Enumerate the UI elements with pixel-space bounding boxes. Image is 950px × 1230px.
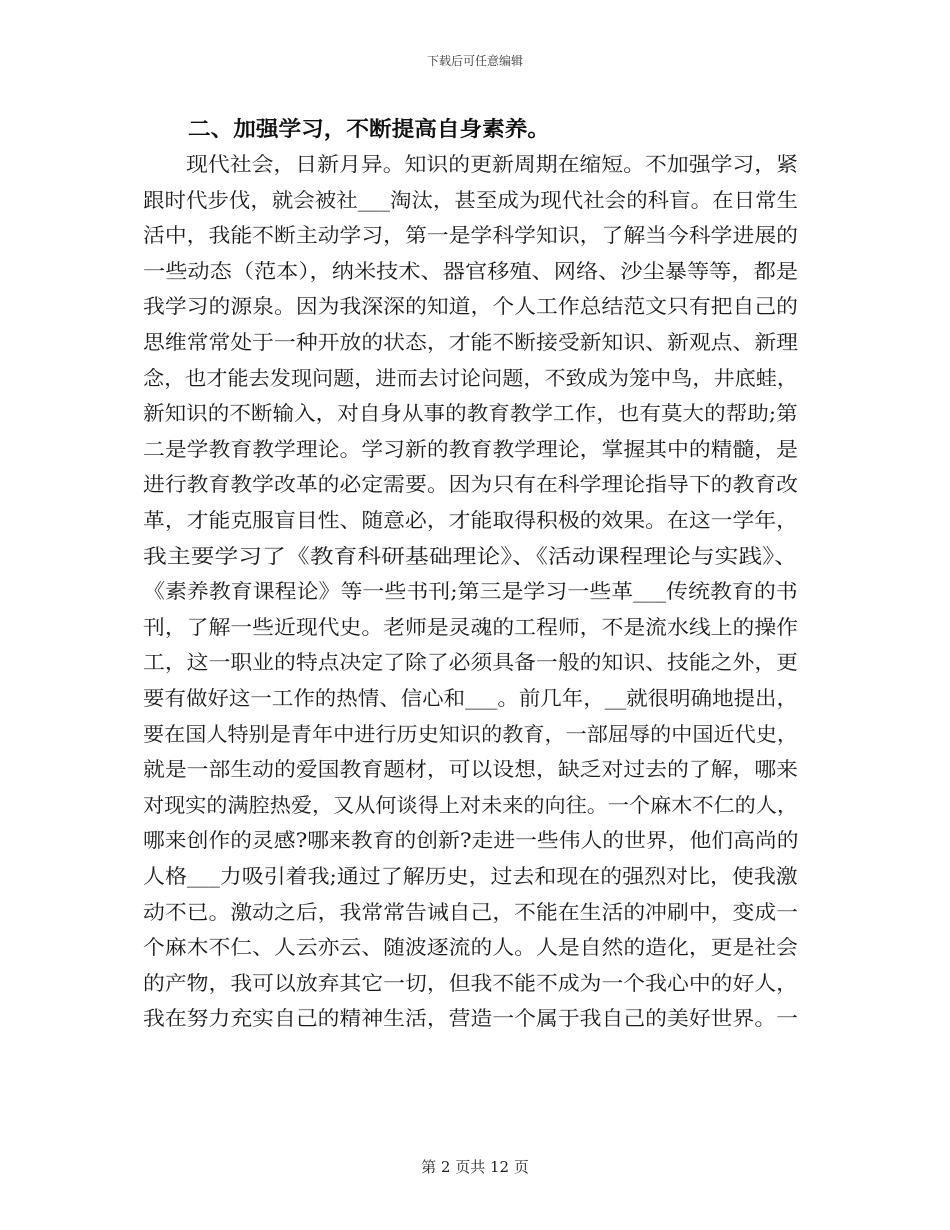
text-line: 工，这一职业的特点决定了除了必须具备一般的知识、技能之外，更 bbox=[143, 650, 798, 675]
text-line: 动不已。激动之后，我常常告诫自己，不能在生活的冲刷中，变成一 bbox=[143, 899, 798, 924]
text-line: 哪来创作的灵感?哪来教育的创新?走进一些伟人的世界，他们高尚的 bbox=[143, 828, 799, 853]
page-footer: 第 2 页共 12 页 bbox=[421, 1158, 529, 1176]
text-line: 跟时代步伐，就会被社___淘汰，甚至成为现代社会的科盲。在日常生 bbox=[143, 187, 798, 212]
text-line: 我学习的源泉。因为我深深的知道，个人工作总结范文只有把自己的 bbox=[143, 294, 798, 319]
text-line: 要在国人特别是青年中进行历史知识的教育，一部屈辱的中国近代史， bbox=[143, 721, 798, 746]
text-line: 对现实的满腔热爱，又从何谈得上对未来的向往。一个麻木不仁的人， bbox=[143, 792, 798, 817]
text-line: 人格___力吸引着我;通过了解历史，过去和现在的强烈对比，使我激 bbox=[143, 864, 798, 888]
section-heading: 二、加强学习，不断提高自身素养。 bbox=[188, 117, 550, 141]
text-line: 新知识的不断输入，对自身从事的教育教学工作，也有莫大的帮助;第 bbox=[143, 401, 798, 426]
text-line: 《素养教育课程论》等一些书刊;第三是学习一些革___传统教育的书 bbox=[143, 579, 798, 604]
text-line: 要有做好这一工作的热情、信心和___。前几年，__就很明确地提出， bbox=[143, 686, 798, 710]
text-line: 我主要学习了《教育科研基础理论》、《活动课程理论与实践》、 bbox=[143, 543, 799, 568]
text-line: 念，也才能去发现问题，进而去讨论问题，不致成为笼中鸟，井底蛙， bbox=[143, 365, 798, 390]
text-line: 的产物，我可以放弃其它一切，但我不能不成为一个我心中的好人， bbox=[143, 970, 798, 995]
text-line: 刊，了解一些近现代史。老师是灵魂的工程师，不是流水线上的操作 bbox=[143, 614, 798, 639]
text-line: 革，才能克服盲目性、随意必，才能取得积极的效果。在这一学年， bbox=[143, 508, 798, 532]
text-line: 就是一部生动的爱国教育题材，可以设想，缺乏对过去的了解，哪来 bbox=[143, 757, 798, 782]
text-line: 现代社会，日新月异。知识的更新周期在缩短。不加强学习，紧 bbox=[186, 152, 798, 176]
text-line: 二是学教育教学理论。学习新的教育教学理论，掌握其中的精髓，是 bbox=[143, 436, 798, 461]
text-line: 活中，我能不断主动学习，第一是学科学知识，了解当今科学进展的 bbox=[143, 223, 798, 248]
text-line: 一些动态（范本），纳米技术、器官移殖、网络、沙尘暴等等，都是 bbox=[143, 258, 798, 283]
text-line: 进行教育教学改革的必定需要。因为只有在科学理论指导下的教育改 bbox=[143, 472, 798, 497]
text-line: 个麻木不仁、人云亦云、随波逐流的人。人是自然的造化，更是社会 bbox=[143, 935, 798, 960]
text-line: 思维常常处于一种开放的状态，才能不断接受新知识、新观点、新理 bbox=[143, 330, 798, 354]
text-line: 我在努力充实自己的精神生活，营造一个属于我自己的美好世界。一 bbox=[143, 1006, 798, 1031]
page-header: 下载后可任意编辑 bbox=[426, 54, 523, 68]
